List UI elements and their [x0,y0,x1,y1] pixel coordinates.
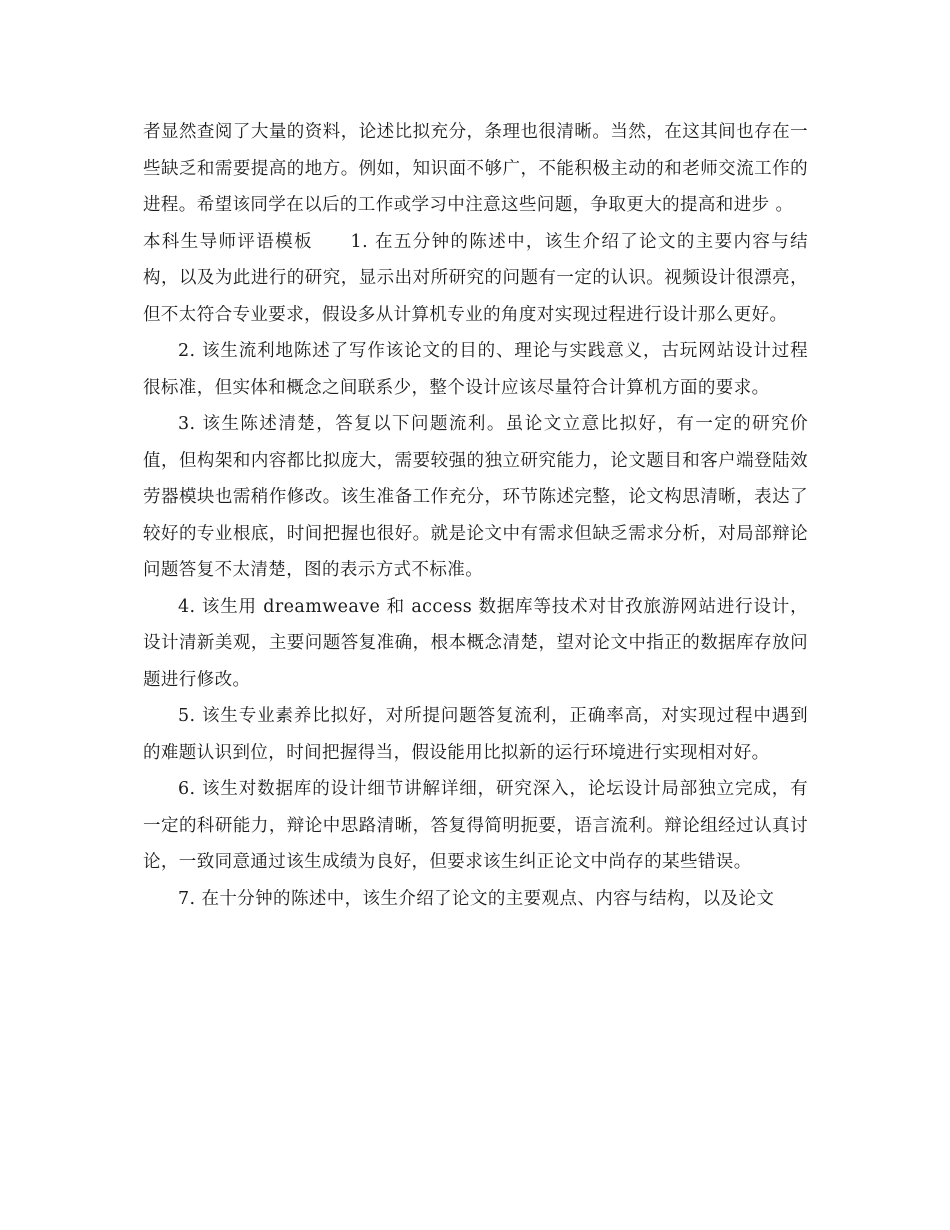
paragraph-item-5: 5. 该生专业素养比拟好，对所提问题答复流利，正确率高，对实现过程中遇到的难题认识到位，时间把握得当，假设能用比拟新的运行环境进行实现相对好。 [143,706,808,763]
paragraph-item-7: 7. 在十分钟的陈述中，该生介绍了论文的主要观点、内容与结构，以及论文 [178,888,775,909]
paragraph-closing-remarks: 者显然查阅了大量的资料，论述比拟充分，条理也很清晰。当然，在这其间也存在一些缺乏和需要提高的地方。例如，知识面不够广，不能积极主动的和老师交流工作的进程。希望该同学在以后的工作或学习中注意这些问题，争取更大的提高和进步 。 [143,122,808,215]
paragraph-item-3: 3. 该生陈述清楚，答复以下问题流利。虽论文立意比拟好，有一定的研究价值，但构架和内容都比拟庞大，需要较强的独立研究能力，论文题目和客户端登陆效劳器模块也需稍作修改。该生准备工作充分，环节陈述完整，论文构思清晰，表达了较好的专业根底，时间把握也很好。就是论文中有需求但缺乏需求分析，对局部辩论问题答复不太清楚，图的表示方式不标准。 [143,414,808,580]
paragraph-template-heading-item-1: 本科生导师评语模板 1. 在五分钟的陈述中，该生介绍了论文的主要内容与结构，以及为此进行的研究，显示出对所研究的问题有一定的认识。视频设计很漂亮，但不太符合专业要求，假设多从计算机专业的角度对实现过程进行设计那么更好。 [143,231,808,325]
paragraph-item-6: 6. 该生对数据库的设计细节讲解详细，研究深入，论坛设计局部独立完成，有一定的科研能力，辩论中思路清晰，答复得简明扼要，语言流利。辩论组经过认真讨论，一致同意通过该生成绩为良好，但要求该生纠正论文中尚存的某些错误。 [143,779,808,872]
paragraph-item-4: 4. 该生用 dreamweave 和 access 数据库等技术对甘孜旅游网站进行设计，设计清新美观，主要问题答复准确，根本概念清楚，望对论文中指正的数据库存放问题进行修改。 [143,596,808,690]
document-body [143,114,808,917]
paragraph-item-2: 2. 该生流利地陈述了写作该论文的目的、理论与实践意义，古玩网站设计过程很标准，但实体和概念之间联系少，整个设计应该尽量符合计算机方面的要求。 [143,341,808,398]
